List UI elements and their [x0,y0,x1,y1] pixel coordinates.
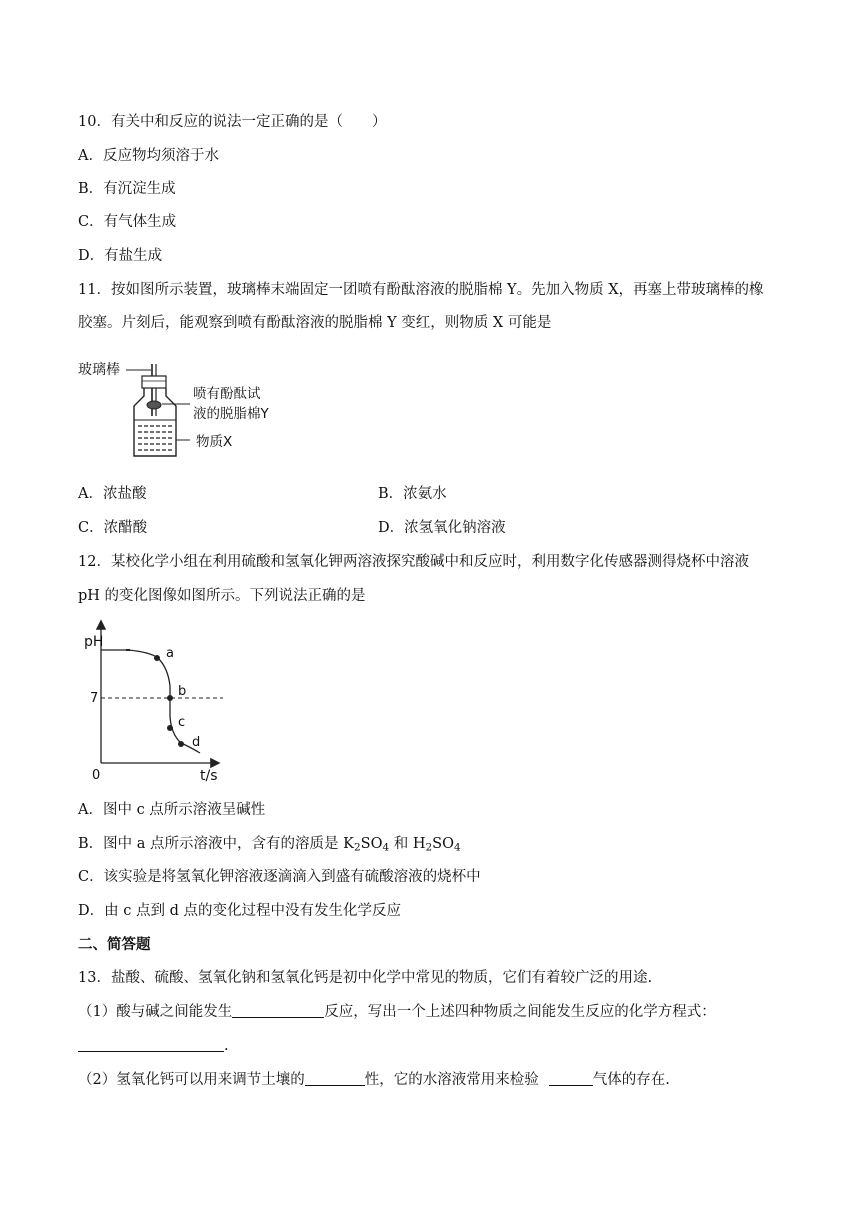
ph-curve [101,650,200,753]
q13-part2: （2）氢氧化钙可以用来调节土壤的 性，它的水溶液常用来检验 气体的存在. [78,1072,670,1088]
blank-equation[interactable] [78,1037,224,1052]
q10-option-b: B．有沉淀生成 [78,181,176,197]
q12-stem-line1: 12．某校化学小组在利用硫酸和氢氧化钾两溶液探究酸碱中和反应时，利用数字化传感器测得烧杯中溶液 [78,554,749,570]
point-c [167,725,173,731]
q11-stem-line2: 胶塞。片刻后，能观察到喷有酚酞溶液的脱脂棉 Y 变红，则物质 X 可能是 [78,315,552,331]
q13-stem: 13．盐酸、硫酸、氢氧化钠和氢氧化钙是初中化学中常见的物质，它们有着较广泛的用途. [78,970,653,986]
point-a [154,655,160,661]
q12-option-c: C．该实验是将氢氧化钾溶液逐滴滴入到盛有硫酸溶液的烧杯中 [78,869,481,885]
q10-option-a: A．反应物均须溶于水 [78,148,219,164]
q10-option-d: D．有盐生成 [78,248,163,264]
label-cotton-line2: 液的脱脂棉Y [193,406,269,422]
label-substance-x: 物质X [196,434,233,450]
point-d [178,741,184,747]
blank-reaction-type[interactable] [232,1003,324,1018]
blank-soil-property[interactable] [305,1071,365,1086]
q12-option-a: A．图中 c 点所示溶液呈碱性 [78,802,266,818]
label-glass-rod: 玻璃棒 [78,362,120,378]
y-axis-label: pH [84,634,104,650]
section-heading: 二、简答题 [78,937,151,953]
point-b [167,695,173,701]
label-cotton-line1: 喷有酚酞试 [193,386,261,402]
q11-option-c: C．浓醋酸 [78,520,148,536]
ph-chart [78,616,238,788]
origin-label: 0 [92,768,101,783]
x-axis-label: t/s [200,768,218,784]
label-a: a [166,646,174,661]
q13-part1-equation: . [78,1036,229,1056]
q12-option-d: D．由 c 点到 d 点的变化过程中没有发生化学反应 [78,903,401,919]
q12-stem-line2: pH 的变化图像如图所示。下列说法正确的是 [78,588,366,604]
q11-stem-line1: 11．按如图所示装置，玻璃棒末端固定一团喷有酚酞溶液的脱脂棉 Y。先加入物质 X，再塞上带玻璃棒的橡 [78,282,764,298]
label-d: d [192,735,201,750]
q13-part1: （1）酸与碱之间能发生 反应，写出一个上述四种物质之间能发生反应的化学方程式： [78,1004,716,1020]
blank-gas[interactable] [549,1071,593,1086]
ytick-7: 7 [90,691,99,706]
q11-apparatus-figure [78,358,308,458]
label-b: b [178,684,187,699]
q12-option-b: B．图中 a 点所示溶液中，含有的溶质是 $K_2SO_4$ 和 $H_2SO_4$ [78,836,461,854]
label-c: c [178,715,186,730]
q11-option-d: D．浓氢氧化钠溶液 [378,520,506,536]
q11-option-a: A．浓盐酸 [78,486,147,502]
q10-option-c: C．有气体生成 [78,214,177,230]
q11-option-b: B．浓氨水 [378,486,447,502]
q10-stem: 10．有关中和反应的说法一定正确的是（ ） [78,114,387,130]
